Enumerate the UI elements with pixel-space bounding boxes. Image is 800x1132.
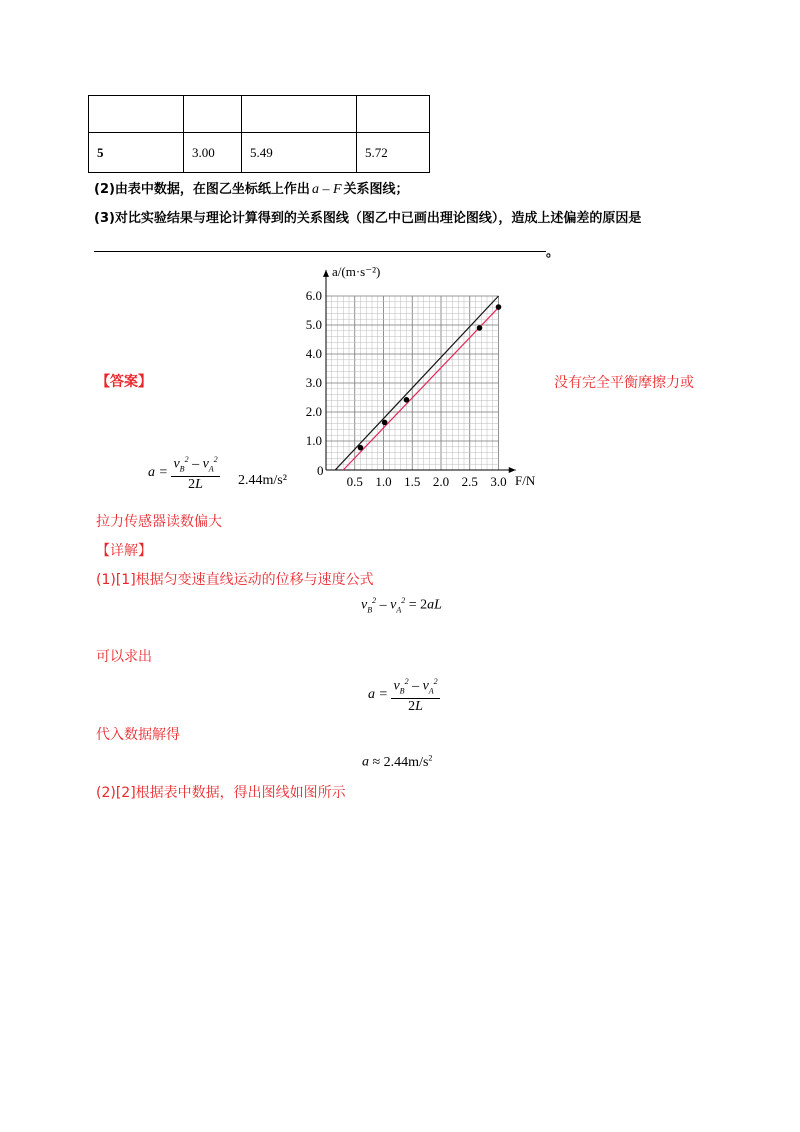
detail-line-3: 代入数据解得 <box>96 727 180 743</box>
answer-blank-line <box>94 251 546 252</box>
data-point <box>404 397 410 403</box>
x-tick-label: 3.0 <box>490 474 507 489</box>
detail-equation-2-fraction: $\frac{v_B^2 - v_A^2}{2L}$ <box>391 674 439 715</box>
table-cell <box>184 96 242 133</box>
answer-formula-fraction: $\frac{v_B^2 - v_A^2}{2L}$ <box>171 452 219 493</box>
y-tick-label: 4.0 <box>305 346 322 361</box>
x-tick-label: 2.5 <box>461 474 478 489</box>
data-point <box>477 325 483 331</box>
detail-equation-2-lhs: a = <box>368 686 388 702</box>
x-tick-label: 2.0 <box>432 474 450 489</box>
x-tick-label: 1.5 <box>404 474 421 489</box>
table-cell: 5 <box>89 133 184 173</box>
question-2-prefix: (2)由表中数据，在图乙坐标纸上作出 <box>94 182 310 197</box>
answer-value: 2.44m/s² <box>238 473 287 488</box>
data-point <box>382 420 388 426</box>
chart-ticks <box>306 288 507 489</box>
question-2-suffix: 关系图线； <box>343 182 409 197</box>
x-tick-label: 1.0 <box>375 474 392 489</box>
table-row <box>89 133 430 173</box>
x-tick-label: 0.5 <box>346 474 363 489</box>
answer-label: 【答案】 <box>96 374 152 390</box>
detail-label: 【详解】 <box>96 543 152 559</box>
y-axis-arrow <box>323 270 329 277</box>
answer-reason-part2: 拉力传感器读数偏大 <box>96 514 222 530</box>
y-tick-label: 3.0 <box>305 375 322 390</box>
question-3-end: 。 <box>546 245 560 260</box>
detail-equation-1: $v_B^2 - v_A^2 = 2aL$ <box>361 596 442 615</box>
data-point <box>496 304 502 310</box>
y-tick-label: 2.0 <box>305 404 322 419</box>
table-cell: 5.49 <box>242 133 357 173</box>
question-2 <box>94 178 409 198</box>
y-tick-label: 1.0 <box>305 433 322 448</box>
chart-grid <box>326 296 499 470</box>
table-cell: 3.00 <box>184 133 242 173</box>
table-cell <box>242 96 357 133</box>
chart-origin-label: 0 <box>317 463 324 478</box>
detail-equation-2 <box>368 674 440 715</box>
answer-formula-lhs: a = <box>148 464 168 480</box>
detail-line-2: 可以求出 <box>96 649 152 665</box>
a-F-chart <box>290 262 550 498</box>
question-2-math: a – F <box>311 182 342 197</box>
chart-x-label: F/N <box>515 473 536 488</box>
detail-line-1: (1)[1]根据匀变速直线运动的位移与速度公式 <box>96 572 374 588</box>
data-point <box>358 445 364 451</box>
data-table <box>88 95 430 173</box>
question-3: (3)对比实验结果与理论计算得到的关系图线（图乙中已画出理论图线），造成上述偏差的原因是 <box>94 211 642 226</box>
answer-reason-part1: 没有完全平衡摩擦力或 <box>554 375 694 391</box>
detail-equation-3: $a \approx 2.44m/s^2$ <box>362 753 433 770</box>
y-tick-label: 5.0 <box>305 317 322 332</box>
y-tick-label: 6.0 <box>305 288 322 303</box>
answer-formula <box>148 452 220 493</box>
table-cell <box>89 96 184 133</box>
chart-y-label: a/(m·s⁻²) <box>332 264 381 279</box>
table-row <box>89 96 430 133</box>
detail-line-4: (2)[2]根据表中数据，得出图线如图所示 <box>96 785 346 801</box>
table-cell <box>357 96 430 133</box>
table-cell: 5.72 <box>357 133 430 173</box>
